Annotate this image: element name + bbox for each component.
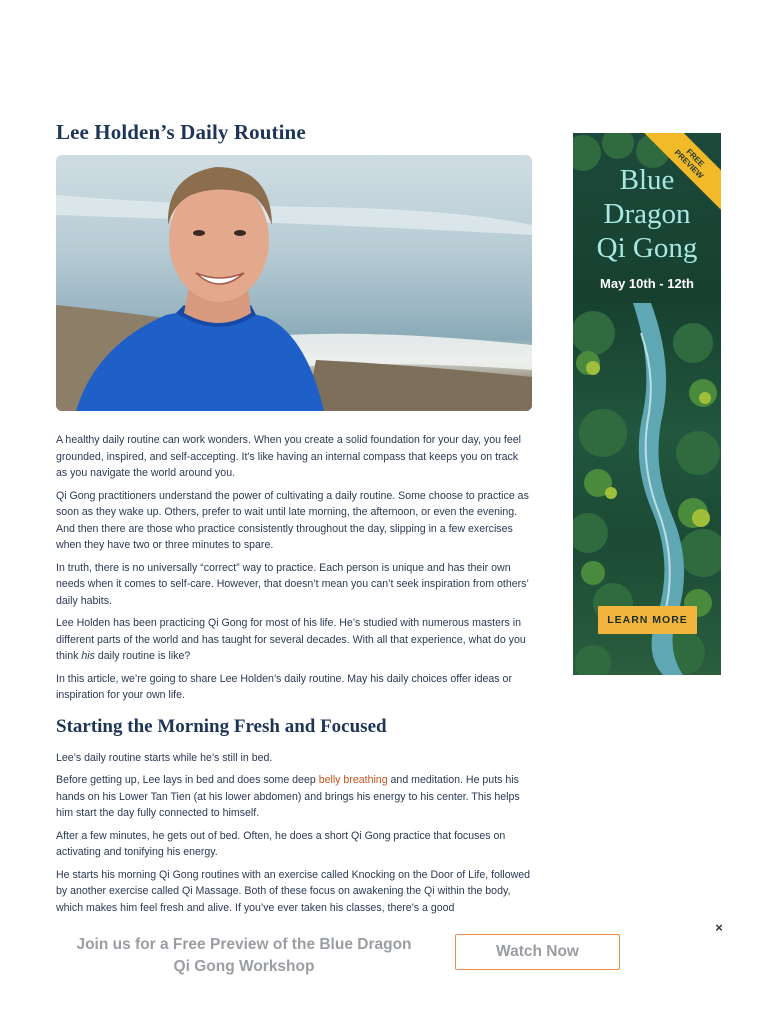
close-icon[interactable]: × [715, 920, 723, 935]
paragraph: Qi Gong practitioners understand the power of cultivating a daily routine. Some choose to practice as soon as they wake up. Others, prefer to wait until late morning, the afternoon, or even the evening. And then there are those who practice consistently throughout the day, slipping in a few exercises when they have two or three minutes to spare. [56, 489, 529, 551]
hero-image [56, 155, 532, 411]
paragraph-text: and meditation. He puts his hands on his Lower Tan Tien (at his lower abdomen) and brings his energy to his center. This helps him start the day fully connected to himself. [56, 774, 520, 819]
article-body [56, 432, 532, 916]
belly-breathing-link[interactable]: belly breathing [318, 774, 388, 786]
ad-title-line: Blue [619, 164, 675, 196]
watch-now-button[interactable]: Watch Now [455, 934, 620, 970]
article [56, 118, 532, 922]
emphasis-text: his [81, 650, 95, 662]
paragraph-text: daily routine is like? [94, 650, 191, 662]
ad-title-line: Qi Gong [596, 232, 698, 264]
ad-date: May 10th - 12th [600, 276, 694, 291]
paragraph: Lee’s daily routine starts while he’s still in bed. [56, 751, 273, 764]
blue-dragon-ad-banner[interactable] [573, 133, 721, 675]
promo-text: Join us for a Free Preview of the Blue Dragon Qi Gong Workshop [76, 936, 412, 975]
paragraph: In this article, we’re going to share Lee Holden’s daily routine. May his daily choices offer ideas or inspiration for your own life. [56, 672, 512, 701]
paragraph [56, 772, 532, 822]
ribbon-text: FREE PREVIEW [672, 147, 706, 181]
paragraph-text: Before getting up, Lee lays in bed and does some deep [56, 774, 319, 786]
paragraph: He starts his morning Qi Gong routines with an exercise called Knocking on the Door of Life, followed by another exercise called Qi Massage. Both of these focus on awakening the Qi within the body, which makes him feel fresh and alive. If you’ve ever taken his classes, there’s a good [56, 868, 531, 914]
paragraph-text: Lee Holden has been practicing Qi Gong for most of his life. He’s studied with numerous masters in different parts of the world and has taught for several decades. With all that experience, what do you think [56, 617, 526, 662]
paragraph [56, 615, 532, 665]
hero-photo-illustration [56, 155, 532, 411]
paragraph: In truth, there is no universally “correct” way to practice. Each person is unique and has their own needs when it comes to self-care. However, that doesn’t mean you can’t seek inspiration from others’ daily habits. [56, 561, 529, 607]
ad-title [573, 163, 721, 265]
ad-title-line: Dragon [603, 198, 691, 230]
paragraph: After a few minutes, he gets out of bed. Often, he does a short Qi Gong practice that focuses on activating and tonifying his energy. [56, 829, 506, 858]
section-heading: Starting the Morning Fresh and Focused [56, 715, 387, 737]
learn-more-button[interactable]: LEARN MORE [598, 606, 697, 634]
paragraph: A healthy daily routine can work wonders. When you create a solid foundation for your day, you feel grounded, inspired, and self-accepting. It’s like having an internal compass that keeps you on track as you navigate the world around you. [56, 434, 522, 479]
article-title: Lee Holden’s Daily Routine [56, 120, 306, 144]
bottom-promo-bar [0, 920, 768, 1024]
